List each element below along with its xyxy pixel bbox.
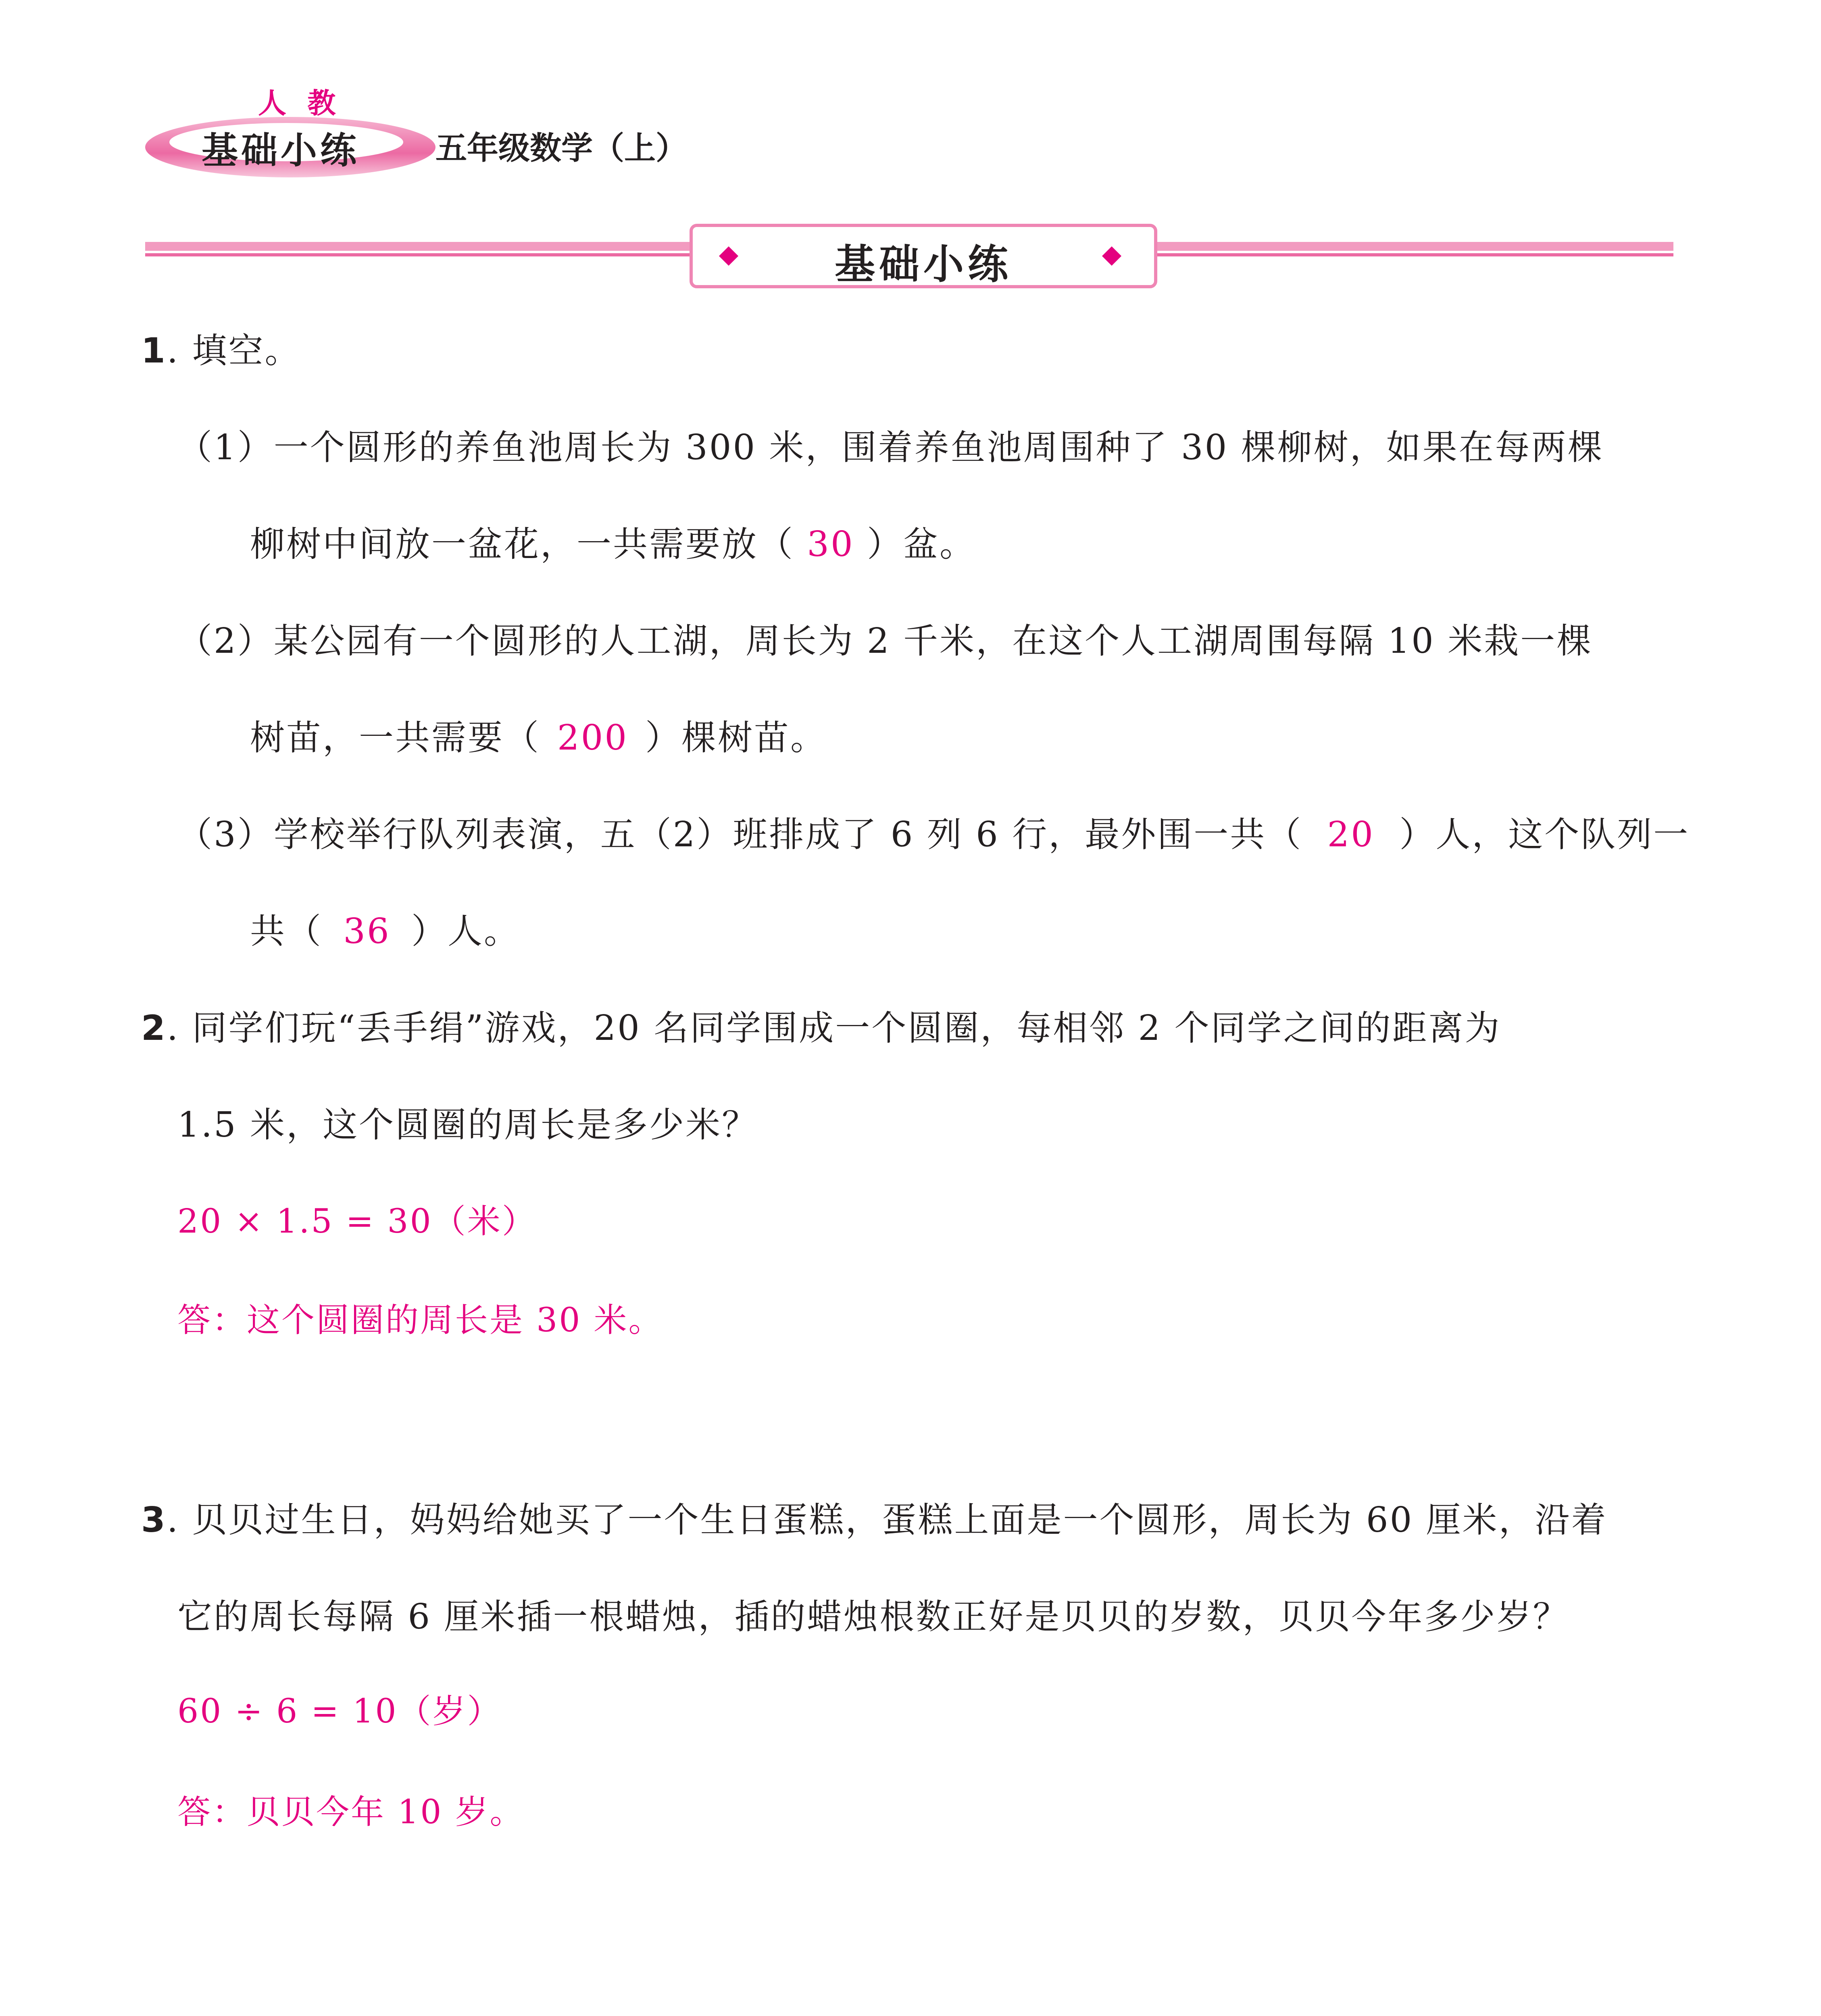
text: ）盆。: [867, 524, 976, 564]
banner-line-right-thin: [1153, 253, 1673, 256]
answer-blank: 200: [557, 718, 629, 758]
question-text: . 同学们玩“丢手绢”游戏，20 名同学围成一个圆圈，每相邻 2 个同学之间的距离为: [167, 1008, 1501, 1048]
banner-line-right: [1153, 242, 1673, 251]
question-2-line1: [141, 1008, 1501, 1048]
question-number: 2: [141, 1008, 167, 1048]
question-3-line2: 它的周长每隔 6 厘米插一根蜡烛，插的蜡烛根数正好是贝贝的岁数，贝贝今年多少岁？: [177, 1597, 1569, 1637]
logo-title: 基础小练: [202, 129, 360, 172]
question-number: 1: [141, 331, 167, 371]
text: ）人，这个队列一: [1399, 814, 1690, 855]
banner-line-left: [145, 242, 694, 251]
q1-part2-line2: [250, 718, 827, 758]
text: 柳树中间放一盆花，一共需要放（: [250, 524, 794, 564]
book-grade: 五年级数学（上）: [435, 130, 688, 167]
logo-publisher: 人 教: [258, 87, 342, 120]
question-number: 3: [141, 1500, 167, 1540]
text: （3）学校举行队列表演，五（2）班排成了 6 列 6 行，最外围一共（: [177, 814, 1303, 855]
answer-blank: 36: [343, 911, 391, 952]
q1-part2-line1: （2）某公园有一个圆形的人工湖，周长为 2 千米，在这个人工湖周围每隔 10 米栽一棵: [177, 621, 1593, 661]
question-1-title: [141, 331, 301, 371]
answer-blank: 30: [807, 524, 854, 564]
banner-line-left-thin: [145, 253, 694, 256]
text: ）人。: [411, 911, 520, 952]
q1-part1-line1: （1）一个圆形的养鱼池周长为 300 米，围着养鱼池周围种了 30 棵柳树，如果在每两棵: [177, 427, 1604, 468]
text: ）棵树苗。: [645, 718, 827, 758]
question-2-line2: 1.5 米，这个圆圈的周长是多少米？: [177, 1105, 758, 1145]
question-3-calculation: 60 ÷ 6 = 10（岁）: [177, 1692, 502, 1731]
question-2-calculation: 20 × 1.5 = 30（米）: [177, 1202, 537, 1241]
section-title: 基础小练: [835, 241, 1012, 288]
text: 共（: [250, 911, 323, 952]
text: 树苗，一共需要（: [250, 718, 540, 758]
question-2-answer: 答：这个圆圈的周长是 30 米。: [177, 1301, 663, 1339]
q1-part1-line2: [250, 524, 976, 564]
question-3-answer: 答：贝贝今年 10 岁。: [177, 1793, 525, 1831]
question-text: . 贝贝过生日，妈妈给她买了一个生日蛋糕，蛋糕上面是一个圆形，周长为 60 厘米，沿着: [167, 1500, 1608, 1540]
answer-blank: 20: [1327, 814, 1375, 855]
q1-part3-line2: [250, 911, 520, 952]
question-text: . 填空。: [167, 331, 301, 371]
q1-part3-line1: [177, 814, 1690, 855]
question-3-line1: [141, 1500, 1608, 1540]
